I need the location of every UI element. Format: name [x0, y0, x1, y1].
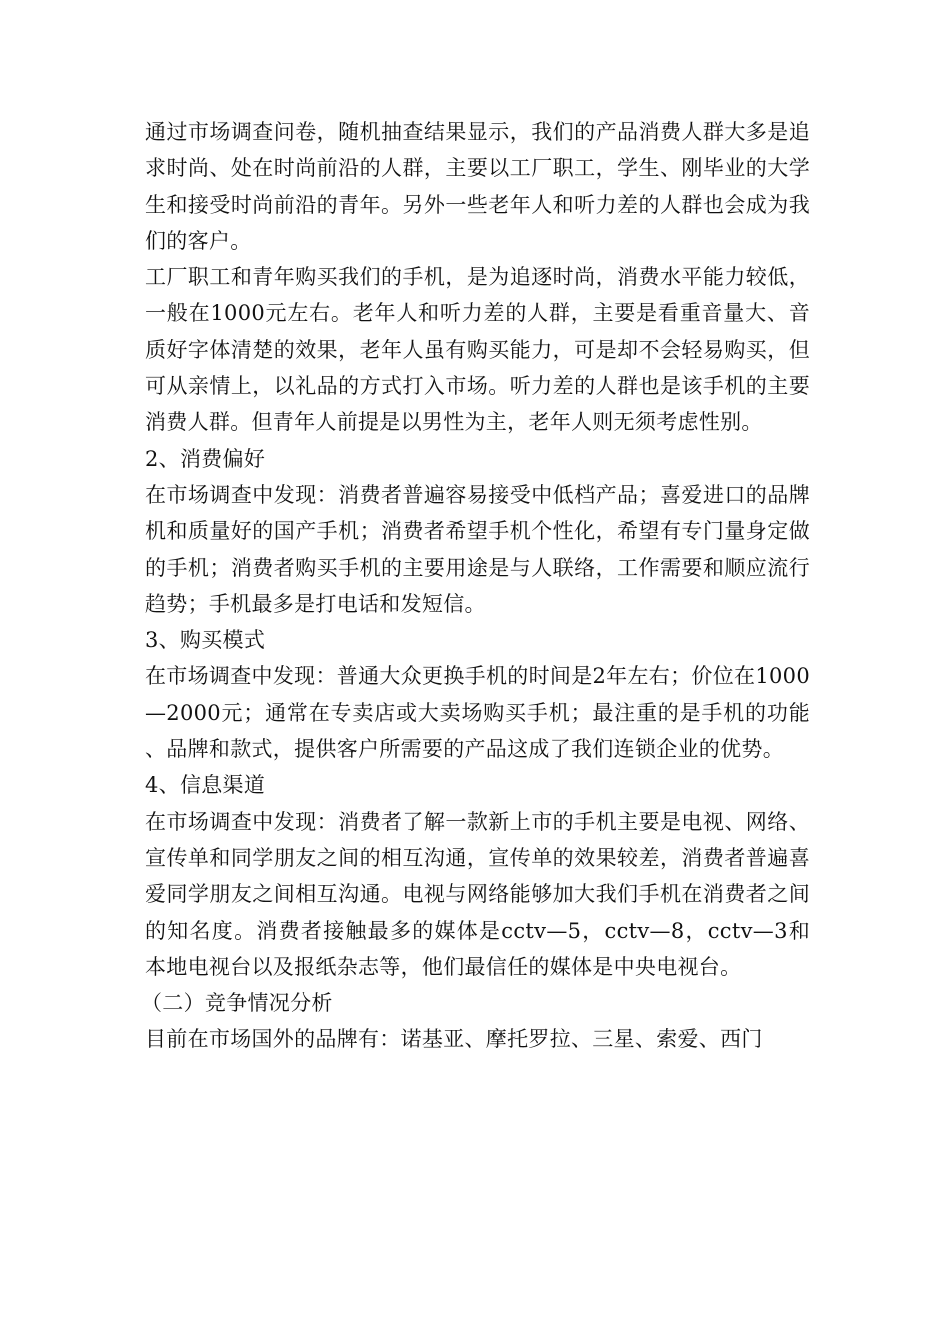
paragraph-competition-brands: 目前在市场国外的品牌有：诺基亚、摩托罗拉、三星、索爱、西门 [145, 1027, 763, 1052]
heading-purchase-pattern: 3、购买模式 [145, 628, 266, 653]
document-body [141, 114, 810, 1058]
heading-competition-analysis: （二）竞争情况分析 [141, 991, 333, 1016]
paragraph-information-channels: 在市场调查中发现：消费者了解一款新上市的手机主要是电视、网络、宣传单和同学朋友之间的相互沟通，宣传单的效果较差，消费者普遍喜爱同学朋友之间相互沟通。电视与网络能够加大我们手机在消费者之间的知名度。消费者接触最多的媒体是cctv—5，cctv—8，cctv—3和本地电视台以及报纸杂志等，他们最信任的媒体是中央电视台。 [145, 809, 810, 979]
paragraph-consumer-preference: 在市场调查中发现：消费者普遍容易接受中低档产品；喜爱进口的品牌机和质量好的国产手机；消费者希望手机个性化，希望有专门量身定做的手机；消费者购买手机的主要用途是与人联络，工作需要和顺应流行趋势；手机最多是打电话和发短信。 [145, 482, 810, 616]
heading-information-channels: 4、信息渠道 [145, 773, 266, 798]
paragraph-target-customers: 通过市场调查问卷，随机抽查结果显示，我们的产品消费人群大多是追求时尚、处在时尚前沿的人群，主要以工厂职工，学生、刚毕业的大学生和接受时尚前沿的青年。另外一些老年人和听力差的人群也会成为我们的客户。 [145, 120, 810, 253]
heading-consumer-preference: 2、消费偏好 [145, 446, 266, 471]
paragraph-purchase-pattern: 在市场调查中发现：普通大众更换手机的时间是2年左右；价位在1000—2000元；通常在专卖店或大卖场购买手机；最注重的是手机的功能、品牌和款式，提供客户所需要的产品这成了我们连锁企业的优势。 [145, 664, 810, 762]
paragraph-purchase-motives: 工厂职工和青年购买我们的手机，是为追逐时尚，消费水平能力较低，一般在1000元左右。老年人和听力差的人群，主要是看重音量大、音质好字体清楚的效果，老年人虽有购买能力，可是却不会轻易购买，但可从亲情上，以礼品的方式打入市场。听力差的人群也是该手机的主要消费人群。但青年人前提是以男性为主，老年人则无须考虑性别。 [145, 265, 810, 435]
